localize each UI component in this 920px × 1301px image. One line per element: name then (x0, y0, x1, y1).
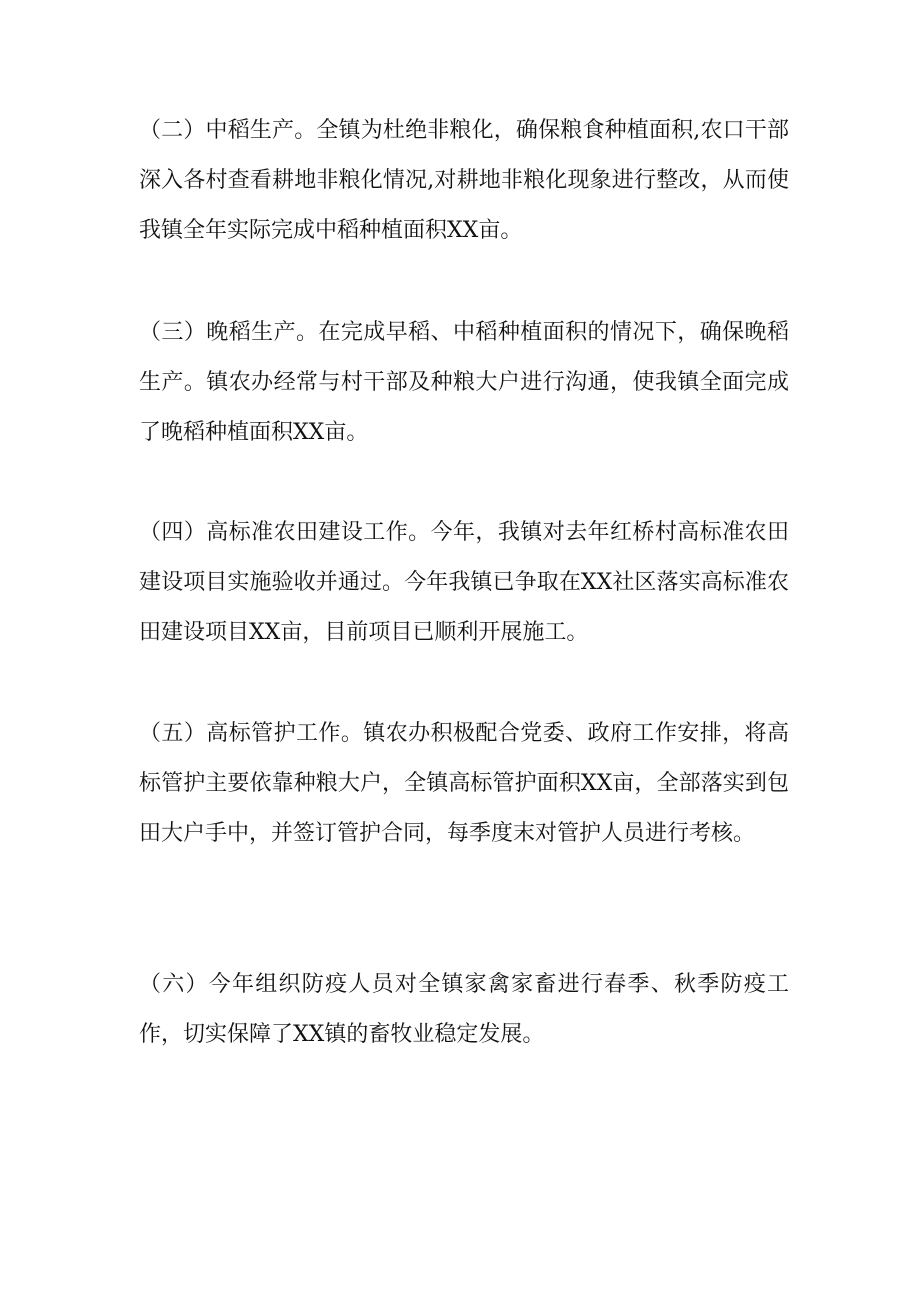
paragraph-high-standard-farmland: （四）高标准农田建设工作。今年，我镇对去年红桥村高标准农田建设项目实施验收并通过。今年我镇已争取在XX社区落实高标准农田建设项目XX亩，目前项目已顺利开展施工。 (139, 520, 789, 645)
paragraph-epidemic-prevention: （六）今年组织防疫人员对全镇家禽家畜进行春季、秋季防疫工作，切实保障了XX镇的畜牧业稳定发展。 (139, 972, 789, 1047)
paragraph-farmland-maintenance: （五）高标管护工作。镇农办积极配合党委、政府工作安排，将高标管护主要依靠种粮大户，全镇高标管护面积XX亩，全部落实到包田大户手中，并签订管护合同，每季度末对管护人员进行考核。 (139, 721, 789, 846)
paragraph-mid-season-rice: （二）中稻生产。全镇为杜绝非粮化，确保粮食种植面积,农口干部深入各村查看耕地非粮化情况,对耕地非粮化现象进行整改，从而使我镇全年实际完成中稻种植面积XX亩。 (139, 118, 789, 243)
paragraph-late-rice: （三）晚稻生产。在完成早稻、中稻种植面积的情况下，确保晚稻生产。镇农办经常与村干部及种粮大户进行沟通，使我镇全面完成了晚稻种植面积XX亩。 (139, 320, 789, 445)
